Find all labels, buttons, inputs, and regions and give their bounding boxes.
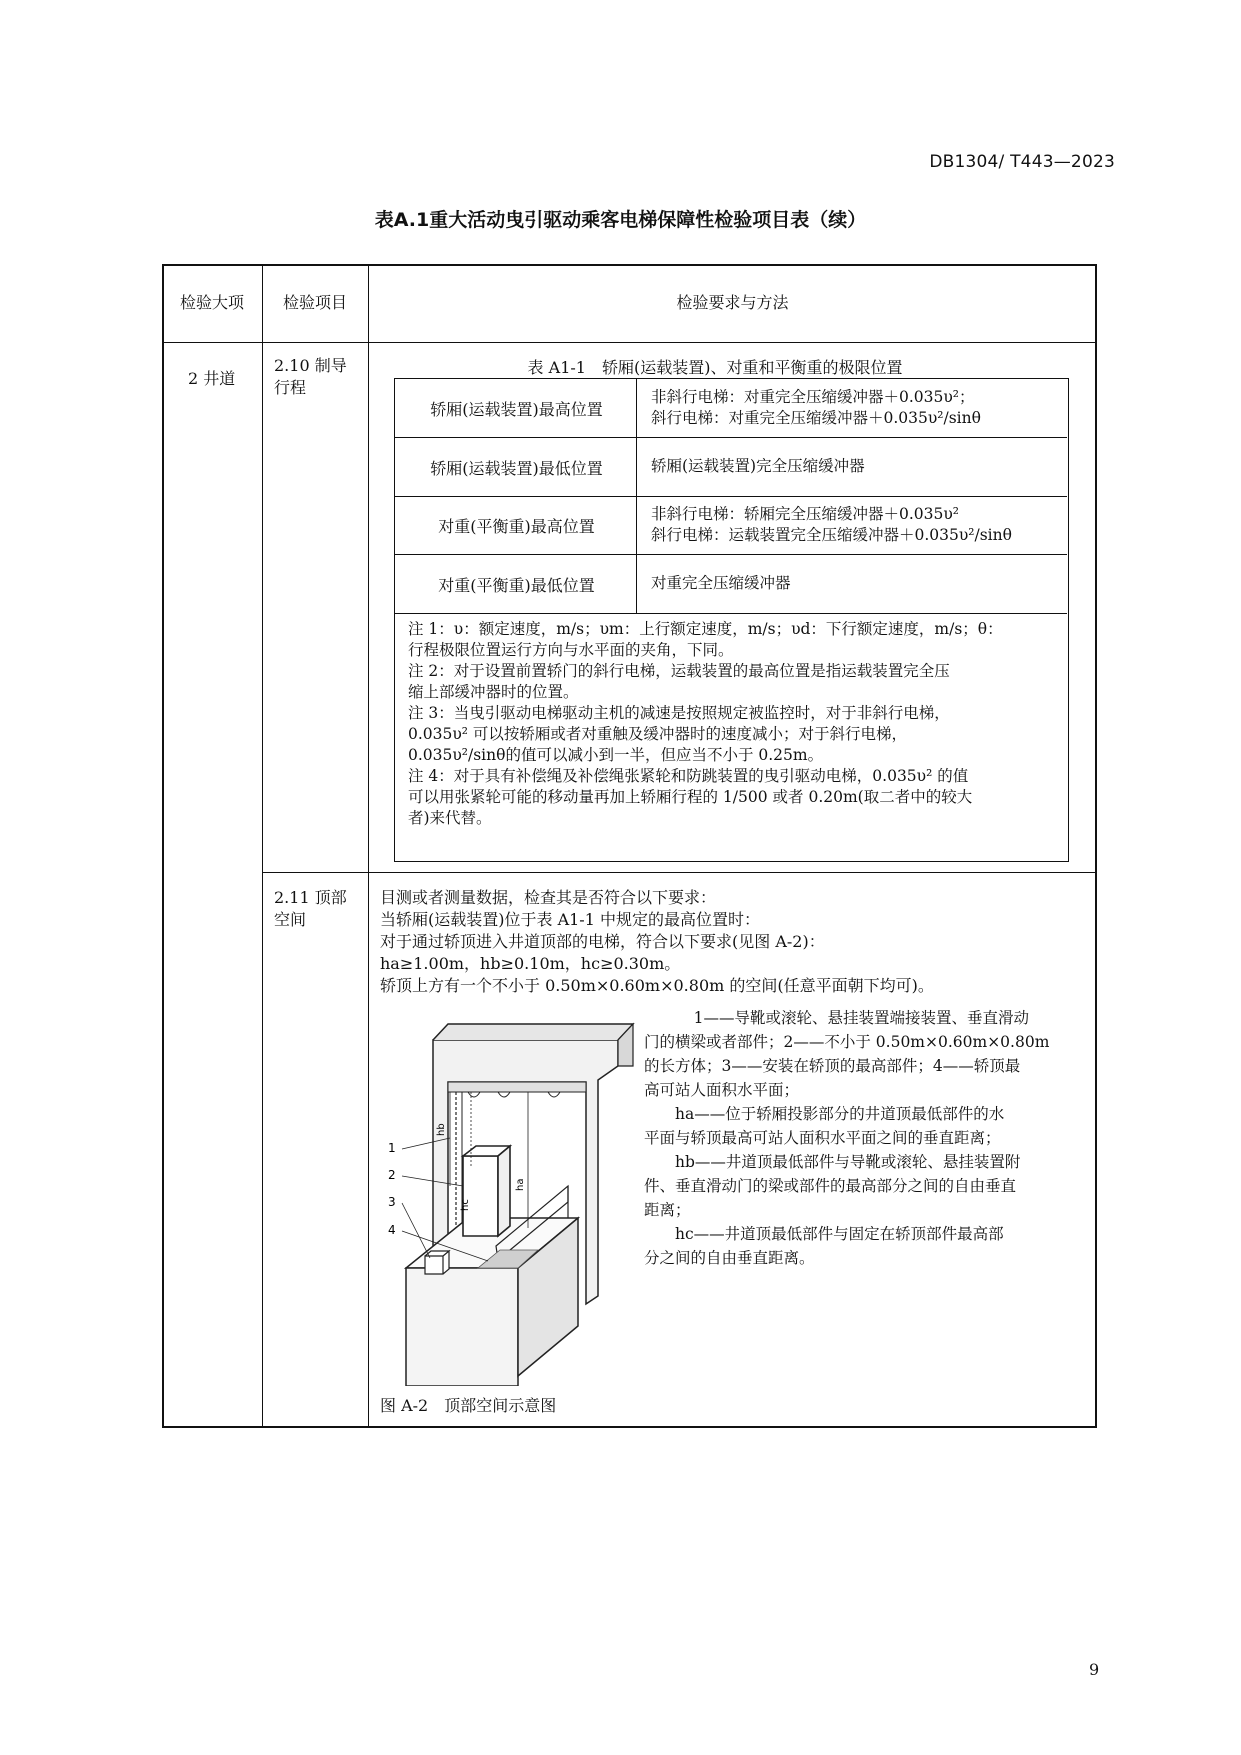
ceiling-beam	[448, 1082, 586, 1092]
subtable-row-label: 对重(平衡重)最低位置	[438, 576, 595, 595]
note-line: 0.035υ² 可以按轿厢或者对重触及缓冲器时的速度减小；对于斜行电梯，	[408, 725, 907, 743]
column-divider-1	[262, 264, 263, 1428]
column-header-major: 检验大项	[179, 293, 244, 312]
note-line: 可以用张紧轮可能的移动量再加上轿厢行程的 1/500 或者 0.20m(取二者中的较大	[408, 788, 973, 806]
legend-1-cont	[644, 1078, 1088, 1102]
legend-line: 门的横梁或者部件；2——不小于 0.50m×0.60m×0.80m	[644, 1033, 1050, 1051]
callout-2: 2	[388, 1168, 396, 1182]
car-front-face	[406, 1268, 518, 1386]
legend-line: 平面与轿顶最高可站人面积水平面之间的垂直距离；	[644, 1129, 1001, 1147]
legend-hc	[644, 1222, 1088, 1246]
legend-line: 分之间的自由垂直距离。	[644, 1249, 815, 1267]
figure-legend	[644, 1006, 1088, 1270]
subtable-row-desc	[651, 387, 1066, 429]
legend-ha-cont	[644, 1126, 1088, 1150]
note-line: 注 2：对于设置前置轿门的斜行电梯，运载装置的最高位置是指运载装置完全压	[408, 662, 950, 680]
subtable-row-label: 轿厢(运载装置)最低位置	[430, 459, 603, 478]
requirement-line: ha≥1.00m，hb≥0.10m，hc≥0.30m。	[380, 954, 681, 973]
note-1	[408, 619, 1058, 661]
subtable-divider	[395, 437, 1067, 438]
item-2-11-requirements	[380, 887, 1080, 997]
note-4	[408, 766, 1058, 829]
callout-1: 1	[388, 1141, 396, 1155]
callout-leader-3	[402, 1203, 430, 1258]
callout-3: 3	[388, 1195, 396, 1209]
space-cuboid-side	[498, 1146, 510, 1236]
subtable-row-desc-line: 非斜行电梯：轿厢完全压缩缓冲器＋0.035υ²	[651, 505, 960, 523]
legend-line: 1——导靴或滚轮、悬挂装置端接装置、垂直滑动	[693, 1009, 1029, 1027]
legend-hb-cont	[644, 1198, 1088, 1222]
item-2-11-label-line2: 空间	[274, 910, 307, 929]
legend-1-cont	[644, 1054, 1088, 1078]
subtable-row-desc-line: 斜行电梯：对重完全压缩缓冲器＋0.035υ²/sinθ	[651, 409, 981, 427]
item-2-10-label-line1: 2.10 制导	[274, 356, 347, 375]
item-2-11-label	[274, 887, 364, 931]
hc-label: hc	[460, 1199, 471, 1211]
legend-line: 距离；	[644, 1201, 691, 1219]
legend-line: 件、垂直滑动门的梁或部件的最高部分之间的自由垂直	[644, 1177, 1017, 1195]
subtable-caption: 表 A1-1 轿厢(运载装置)、对重和平衡重的极限位置	[527, 358, 903, 377]
figure-caption: 图 A-2 顶部空间示意图	[380, 1396, 557, 1415]
row-divider	[262, 872, 1097, 873]
item-2-11-label-line1: 2.11 顶部	[274, 888, 347, 907]
subtable-row-desc: 轿厢(运载装置)完全压缩缓冲器	[651, 457, 865, 475]
legend-ha	[644, 1102, 1088, 1126]
requirement-line: 对于通过轿顶进入井道顶部的电梯，符合以下要求(见图 A-2)：	[380, 932, 825, 951]
requirement-line: 轿顶上方有一个不小于 0.50m×0.60m×0.80m 的空间(任意平面朝下均可)。	[380, 976, 934, 995]
document-id: DB1304/ T443—2023	[929, 152, 1115, 172]
item-2-10-label-line2: 行程	[274, 378, 307, 397]
subtable-notes	[408, 619, 1058, 829]
note-line: 0.035υ²/sinθ的值可以减小到一半，但应当不小于 0.25m。	[408, 746, 824, 764]
column-header-method: 检验要求与方法	[676, 293, 789, 312]
subtable-divider	[395, 554, 1067, 555]
legend-line: 高可站人面积水平面；	[644, 1081, 800, 1099]
callout-4: 4	[388, 1223, 396, 1237]
note-2	[408, 661, 1058, 703]
requirement-line: 目测或者测量数据，检查其是否符合以下要求：	[380, 888, 717, 907]
note-line: 缩上部缓冲器时的位置。	[408, 683, 579, 701]
legend-hc-cont	[644, 1246, 1088, 1270]
note-line: 注 4：对于具有补偿绳及补偿绳张紧轮和防跳装置的曳引驱动电梯，0.035υ² 的值	[408, 767, 969, 785]
column-header-item: 检验项目	[282, 293, 347, 312]
legend-1-cont	[644, 1030, 1088, 1054]
subtable-row-desc-line: 斜行电梯：运载装置完全压缩缓冲器＋0.035υ²/sinθ	[651, 526, 1012, 544]
subtable-row-label: 对重(平衡重)最高位置	[438, 517, 595, 536]
shaft-top	[433, 1024, 633, 1040]
legend-line: hb——井道顶最低部件与导靴或滚轮、悬挂装置附	[675, 1153, 1021, 1171]
subtable-divider	[395, 496, 1067, 497]
subtable-row-desc: 对重完全压缩缓冲器	[651, 574, 791, 592]
subtable-row-desc	[651, 504, 1066, 546]
requirement-line: 当轿厢(运载装置)位于表 A1-1 中规定的最高位置时：	[380, 910, 760, 929]
legend-line: ha——位于轿厢投影部分的井道顶最低部件的水	[675, 1105, 1005, 1123]
hb-label: hb	[436, 1123, 447, 1136]
note-line: 者)来代替。	[408, 809, 492, 827]
headroom-figure	[388, 1006, 638, 1386]
page-title: 表A.1重大活动曳引驱动乘客电梯保障性检验项目表（续）	[374, 209, 867, 231]
subtable-divider	[395, 613, 1067, 614]
note-line: 注 3：当曳引驱动电梯驱动主机的减速是按照规定被监控时，对于非斜行电梯，	[408, 704, 950, 722]
ha-label: ha	[515, 1178, 526, 1191]
subtable-row-desc-line: 非斜行电梯：对重完全压缩缓冲器＋0.035υ²；	[651, 388, 975, 406]
ceiling-bump	[468, 1092, 560, 1097]
limit-position-subtable	[394, 378, 1069, 862]
subtable-row-label: 轿厢(运载装置)最高位置	[430, 400, 603, 419]
major-item-label: 2 井道	[188, 369, 236, 388]
header-divider	[162, 342, 1097, 343]
note-3	[408, 703, 1058, 766]
note-line: 注 1：υ：额定速度，m/s；υm：上行额定速度，m/s；υd：下行额定速度，m/s；θ：	[408, 620, 1003, 638]
note-line: 行程极限位置运行方向与水平面的夹角，下同。	[408, 641, 734, 659]
column-divider-2	[368, 264, 369, 1428]
legend-hb-cont	[644, 1174, 1088, 1198]
legend-1	[644, 1006, 1088, 1030]
space-cuboid	[463, 1156, 498, 1236]
page-number: 9	[1089, 1660, 1100, 1679]
legend-line: hc——井道顶最低部件与固定在轿顶部件最高部	[675, 1225, 1004, 1243]
legend-line: 的长方体；3——安装在轿顶的最高部件；4——轿顶最	[644, 1057, 1021, 1075]
legend-hb	[644, 1150, 1088, 1174]
